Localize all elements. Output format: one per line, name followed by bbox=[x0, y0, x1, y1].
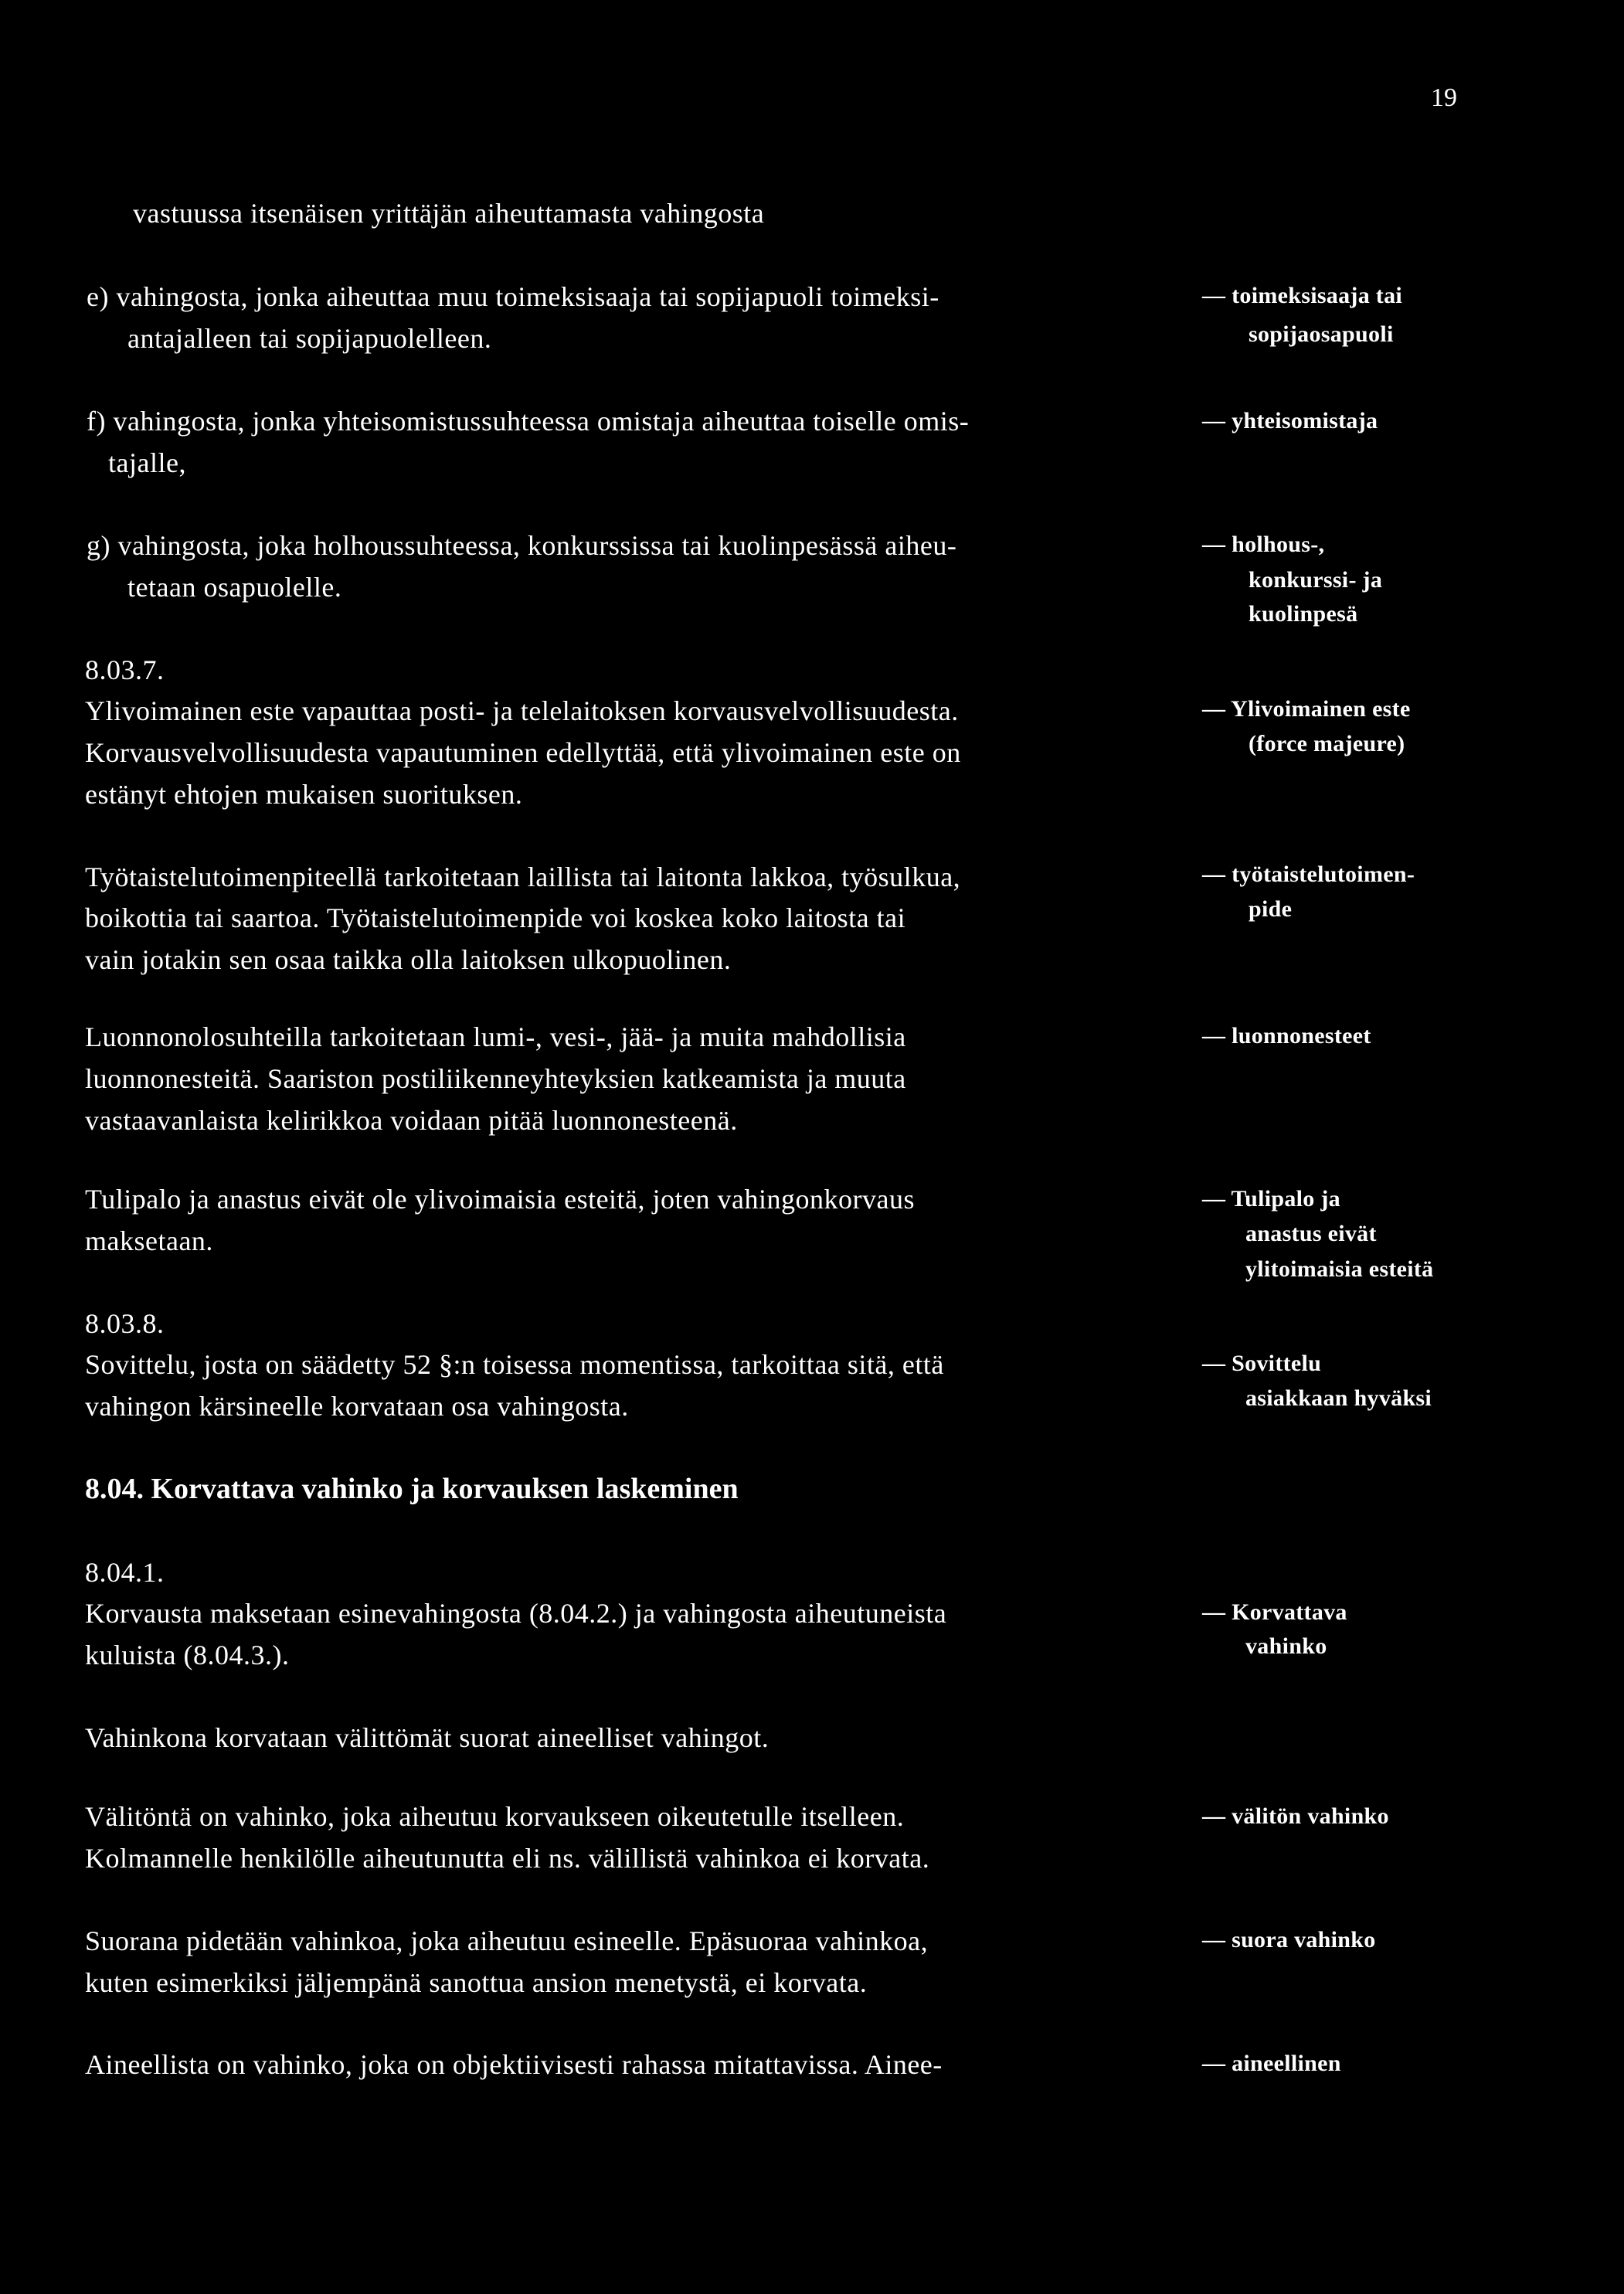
text-line: kuten esimerkiksi jäljempänä sanottua ansion menetystä, ei korvata. bbox=[85, 1967, 868, 1998]
margin-note: — toimeksisaaja tai bbox=[1202, 283, 1403, 308]
text-line: vastuussa itsenäisen yrittäjän aiheuttamasta vahingosta bbox=[133, 198, 765, 229]
margin-note: — Sovittelu bbox=[1202, 1351, 1322, 1376]
margin-note: pide bbox=[1249, 896, 1293, 922]
text-line: Ylivoimainen este vapauttaa posti- ja telelaitoksen korvausvelvollisuudesta. bbox=[85, 695, 959, 726]
text-line: e) vahingosta, jonka aiheuttaa muu toimeksisaaja tai sopijapuoli toimeksi- bbox=[87, 281, 939, 312]
text-line: kuluista (8.04.3.). bbox=[85, 1640, 290, 1670]
text-line: Luonnonolosuhteilla tarkoitetaan lumi-, vesi-, jää- ja muita mahdollisia bbox=[85, 1021, 906, 1052]
text-line: maksetaan. bbox=[85, 1225, 213, 1256]
margin-note: — välitön vahinko bbox=[1202, 1803, 1389, 1829]
text-line: Aineellista on vahinko, joka on objektiivisesti rahassa mitattavissa. Ainee- bbox=[85, 2049, 943, 2080]
text-line: Sovittelu, josta on säädetty 52 §:n toisessa momentissa, tarkoittaa sitä, että bbox=[85, 1349, 944, 1380]
text-line: Välitöntä on vahinko, joka aiheutuu korvaukseen oikeutetulle itselleen. bbox=[85, 1801, 905, 1832]
text-line: antajalleen tai sopijapuolelleen. bbox=[127, 323, 492, 354]
text-line: boikottia tai saartoa. Työtaistelutoimenpide voi koskea koko laitosta tai bbox=[85, 902, 906, 933]
margin-note: — Ylivoimainen este bbox=[1202, 696, 1411, 722]
margin-note: (force majeure) bbox=[1249, 731, 1405, 756]
margin-note: anastus eivät bbox=[1245, 1221, 1377, 1246]
margin-note: kuolinpesä bbox=[1249, 601, 1358, 627]
text-line: Työtaistelutoimenpiteellä tarkoitetaan laillista tai laitonta lakkoa, työsulkua, bbox=[85, 862, 961, 892]
text-line: vastaavanlaista kelirikkoa voidaan pitää luonnonesteenä. bbox=[85, 1105, 738, 1136]
text-line: vahingon kärsineelle korvataan osa vahingosta. bbox=[85, 1391, 629, 1422]
margin-note: — työtaistelutoimen- bbox=[1202, 862, 1415, 887]
margin-note: — luonnonesteet bbox=[1202, 1023, 1371, 1048]
text-line: tajalle, bbox=[108, 447, 186, 478]
margin-note: — Korvattava bbox=[1202, 1599, 1347, 1625]
text-line: Suorana pidetään vahinkoa, joka aiheutuu esineelle. Epäsuoraa vahinkoa, bbox=[85, 1925, 929, 1956]
margin-note: — suora vahinko bbox=[1202, 1927, 1376, 1952]
text-line: Korvausta maksetaan esinevahingosta (8.04.2.) ja vahingosta aiheutuneista bbox=[85, 1598, 947, 1629]
margin-note: — aineellinen bbox=[1202, 2051, 1341, 2076]
section-heading: 8.04. Korvattava vahinko ja korvauksen laskeminen bbox=[85, 1473, 739, 1505]
margin-note: asiakkaan hyväksi bbox=[1245, 1385, 1432, 1411]
margin-note: — Tulipalo ja bbox=[1202, 1186, 1340, 1212]
section-number: 8.04.1. bbox=[85, 1557, 165, 1588]
margin-note: — yhteisomistaja bbox=[1202, 408, 1378, 433]
margin-note: vahinko bbox=[1245, 1633, 1327, 1659]
margin-note: ylitoimaisia esteitä bbox=[1245, 1256, 1434, 1282]
margin-note: konkurssi- ja bbox=[1249, 567, 1383, 593]
page-number: 19 bbox=[1431, 83, 1457, 112]
text-line: Kolmannelle henkilölle aiheutunutta eli ns. välillistä vahinkoa ei korvata. bbox=[85, 1843, 930, 1874]
text-line: tetaan osapuolelle. bbox=[127, 572, 342, 603]
section-number: 8.03.7. bbox=[85, 654, 165, 685]
text-line: Vahinkona korvataan välittömät suorat aineelliset vahingot. bbox=[85, 1722, 770, 1753]
text-line: f) vahingosta, jonka yhteisomistussuhteessa omistaja aiheuttaa toiselle omis- bbox=[87, 406, 970, 437]
section-number: 8.03.8. bbox=[85, 1308, 165, 1339]
text-line: vain jotakin sen osaa taikka olla laitoksen ulkopuolinen. bbox=[85, 944, 732, 975]
margin-note: — holhous-, bbox=[1202, 532, 1325, 557]
text-line: luonnonesteitä. Saariston postiliikenneyhteyksien katkeamista ja muuta bbox=[85, 1063, 906, 1094]
margin-note: sopijaosapuoli bbox=[1249, 321, 1394, 347]
text-line: g) vahingosta, joka holhoussuhteessa, konkurssissa tai kuolinpesässä aiheu- bbox=[87, 530, 957, 561]
text-line: estänyt ehtojen mukaisen suorituksen. bbox=[85, 779, 523, 810]
text-line: Tulipalo ja anastus eivät ole ylivoimaisia esteitä, joten vahingonkorvaus bbox=[85, 1184, 915, 1215]
text-line: Korvausvelvollisuudesta vapautuminen edellyttää, että ylivoimainen este on bbox=[85, 737, 961, 768]
